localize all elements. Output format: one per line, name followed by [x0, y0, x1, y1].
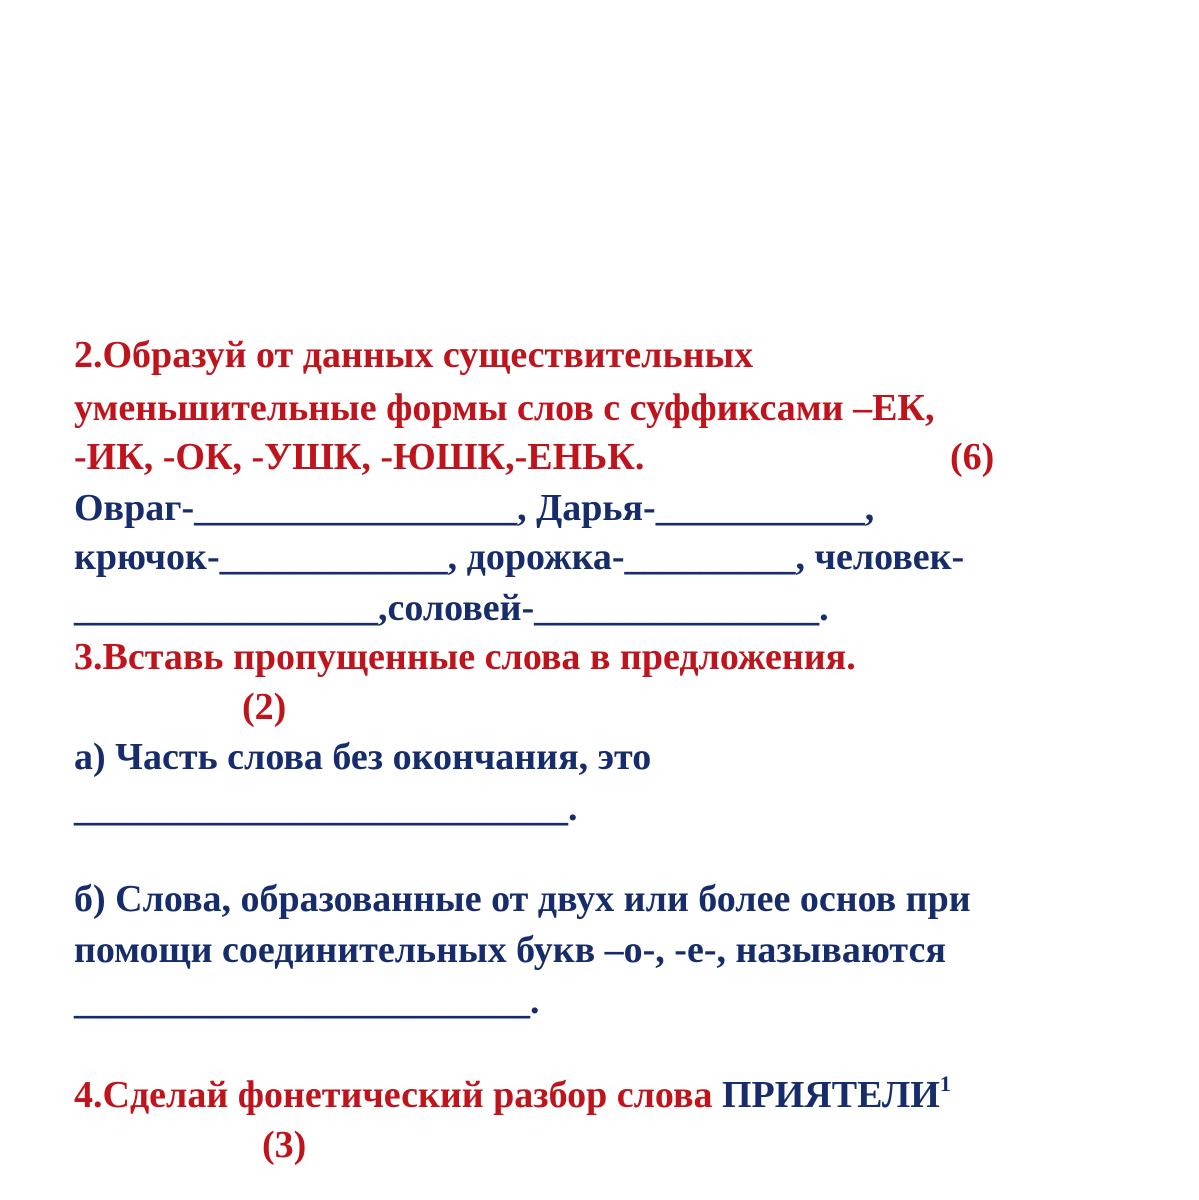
task3-b-answer-line: ________________________. — [74, 980, 540, 1022]
task2-words-line2: крючок-____________, дорожка-_________, человек- — [74, 536, 965, 578]
task4-superscript: 1 — [939, 1071, 951, 1096]
task2-words-line1: Овраг-_________________, Дарья-___________, — [74, 487, 875, 529]
task2-heading-line3: -ИК, -ОК, -УШК, -ЮШК,-ЕНЬК. — [74, 436, 645, 478]
task2-words-line3: ________________,соловей-_______________. — [74, 587, 829, 629]
task3-b-line1: б) Слова, образованные от двух или более основ при — [74, 878, 971, 920]
task3-a-line1: а) Часть слова без окончания, это — [74, 736, 652, 778]
task3-points: (2) — [242, 686, 287, 728]
task3-b-line2: помощи соединительных букв –о-, -е-, называются — [74, 929, 946, 971]
task4-points: (3) — [262, 1124, 307, 1166]
task4-heading: 4.Сделай фонетический разбор слова — [74, 1074, 722, 1116]
task3-heading: 3.Вставь пропущенные слова в предложения. — [74, 636, 856, 678]
task2-points: (6) — [950, 436, 995, 478]
task3-a-answer-line: __________________________. — [74, 787, 578, 829]
task2-heading-line1: 2.Образуй от данных существительных — [74, 334, 754, 376]
task4-word: ПРИЯТЕЛИ — [721, 1074, 940, 1116]
task4-heading-line — [74, 1073, 951, 1114]
task2-heading-line2: уменьшительные формы слов с суффиксами –ЕК, — [74, 387, 935, 429]
